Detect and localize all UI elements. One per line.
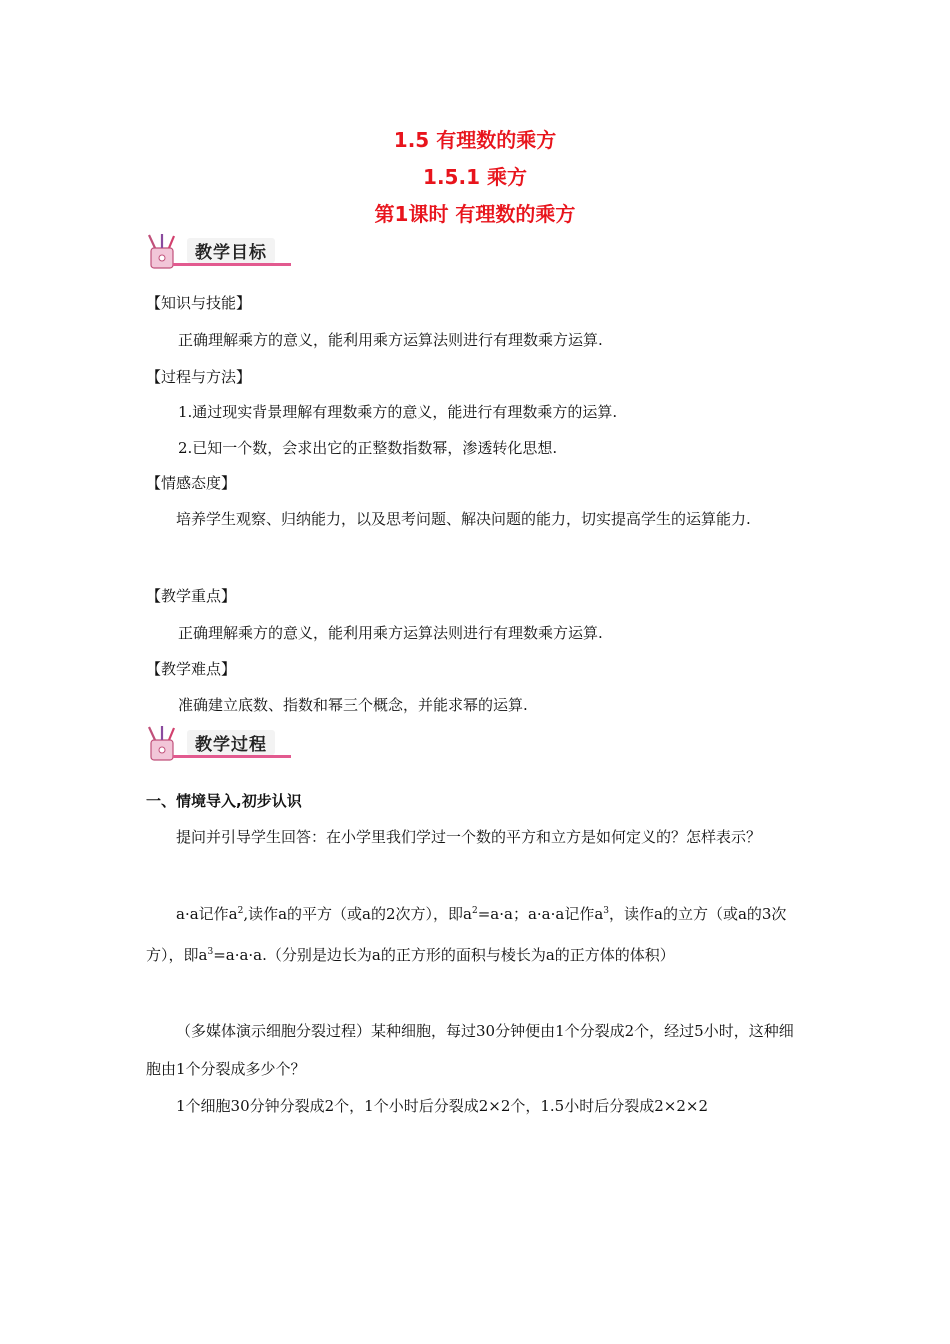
difficulty-heading: 【教学难点】 xyxy=(146,660,237,678)
goals-badge-underline xyxy=(173,263,291,266)
p2-sup-b: 2 xyxy=(472,906,478,916)
p2-sup-d: 3 xyxy=(207,947,214,957)
emotion-text: 培养学生观察、归纳能力，以及思考问题、解决问题的能力，切实提高学生的运算能力. xyxy=(176,510,751,528)
p2-text-d: ，读作a的立方（或a的3次方），即a xyxy=(146,905,787,964)
pencil-cup-icon xyxy=(143,724,183,764)
p2-text-a: a·a记作a xyxy=(176,905,238,923)
process-badge-label: 教学过程 xyxy=(187,730,275,755)
goals-badge xyxy=(143,232,291,272)
key-point-text: 正确理解乘方的意义，能利用乘方运算法则进行有理数乘方运算. xyxy=(178,624,603,642)
section-1-paragraph-3: （多媒体演示细胞分裂过程）某种细胞，每过30分钟便由1个分裂成2个，经过5小时，这种细胞由1个分裂成多少个？ xyxy=(146,1022,794,1078)
section-1-paragraph-2 xyxy=(146,892,806,974)
p2-text-e: =a·a·a.（分别是边长为a的正方形的面积与棱长为a的正方体的体积） xyxy=(213,946,675,964)
section-title: 1.5.1 乘方 xyxy=(423,165,527,189)
goals-badge-label: 教学目标 xyxy=(187,238,275,263)
pencil-cup-icon xyxy=(143,232,183,272)
p2-sup-c: 3 xyxy=(603,906,609,916)
p2-text-c: =a·a；a·a·a记作a xyxy=(477,905,604,923)
process-method-item-1: 1.通过现实背景理解有理数乘方的意义，能进行有理数乘方的运算. xyxy=(178,403,618,421)
section-1-paragraph-4: 1个细胞30分钟分裂成2个，1个小时后分裂成2×2个，1.5小时后分裂成2×2×2 xyxy=(176,1097,708,1115)
p2-text-b: ,读作a的平方（或a的2次方），即a xyxy=(243,905,472,923)
emotion-heading: 【情感态度】 xyxy=(146,474,237,492)
key-point-heading: 【教学重点】 xyxy=(146,587,237,605)
knowledge-text: 正确理解乘方的意义，能利用乘方运算法则进行有理数乘方运算. xyxy=(178,331,603,349)
section-1-heading: 一、情境导入,初步认识 xyxy=(146,792,302,810)
lesson-title: 第1课时 有理数的乘方 xyxy=(374,202,576,226)
process-badge xyxy=(143,724,291,764)
knowledge-heading: 【知识与技能】 xyxy=(146,294,252,312)
process-badge-underline xyxy=(173,755,291,758)
process-method-item-2: 2.已知一个数，会求出它的正整数指数幂，渗透转化思想. xyxy=(178,439,558,457)
section-1-paragraph-1: 提问并引导学生回答：在小学里我们学过一个数的平方和立方是如何定义的？怎样表示？ xyxy=(176,828,762,846)
p2-sup-a: 2 xyxy=(237,906,244,916)
process-method-heading: 【过程与方法】 xyxy=(146,368,252,386)
chapter-title: 1.5 有理数的乘方 xyxy=(393,128,557,152)
difficulty-text: 准确建立底数、指数和幂三个概念，并能求幂的运算. xyxy=(178,696,528,714)
